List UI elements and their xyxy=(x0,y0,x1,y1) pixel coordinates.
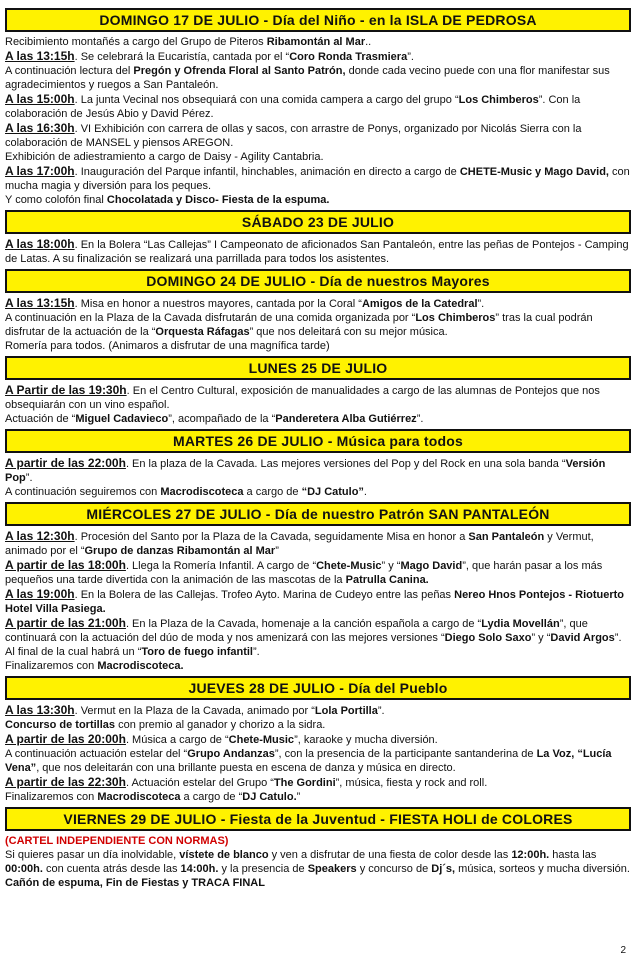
section-martes-26 xyxy=(5,429,631,499)
day-header: DOMINGO 17 DE JULIO - Día del Niño - en la ISLA DE PEDROSA xyxy=(5,8,631,32)
day-header: JUEVES 28 DE JULIO - Día del Pueblo xyxy=(5,676,631,700)
event-paragraph: A las 13:15h. Se celebrará la Eucaristía, cantada por el “Coro Ronda Trasmiera”. xyxy=(5,49,414,63)
event-time: A las 13:15h xyxy=(5,296,75,310)
day-header: SÁBADO 23 DE JULIO xyxy=(5,210,631,234)
day-header: MARTES 26 DE JULIO - Música para todos xyxy=(5,429,631,453)
event-time: A partir de las 22:30h xyxy=(5,775,126,789)
event-paragraph: A partir de las 18:00h. Llega la Romería Infantil. A cargo de “Chete-Music” y “Mago David”, que harán pasar a los más pequeños una tarde divertida con la animación de las mascotas de la Patrulla Canina. xyxy=(5,558,603,586)
event-paragraph: A continuación en la Plaza de la Cavada disfrutarán de una comida organizada por “Los Chimberos” tras la cual podrán disfrutar de la actuación de la “Orquesta Ráfagas” que nos deleitará con su mejor música. xyxy=(5,312,593,338)
section-lunes-25 xyxy=(5,356,631,426)
event-time: A partir de las 18:00h xyxy=(5,558,126,572)
event-paragraph: Concurso de tortillas con premio al ganador y chorizo a la sidra. xyxy=(5,719,326,731)
event-paragraph: A partir de las 22:00h. En la plaza de la Cavada. Las mejores versiones del Pop y del Rock en una sola banda “Versión Pop”. xyxy=(5,456,606,484)
event-time: A las 19:00h xyxy=(5,587,75,601)
event-time: A Partir de las 19:30h xyxy=(5,383,127,397)
event-paragraph: A las 15:00h. La junta Vecinal nos obsequiará con una comida campera a cargo del grupo “Los Chimberos”. Con la colaboración de Jesús Abio y David Pérez. xyxy=(5,92,581,120)
event-time: A partir de las 20:00h xyxy=(5,732,126,746)
event-time: A las 16:30h xyxy=(5,121,75,135)
event-paragraph: A las 18:00h. En la Bolera “Las Callejas” I Campeonato de aficionados San Pantaleón, entre las peñas de Pontejos - Camping de Latas. A su finalización se realizará una parrillada para todos los asistentes. xyxy=(5,237,629,265)
event-paragraph: A las 13:15h. Misa en honor a nuestros mayores, cantada por la Coral “Amigos de la Catedral”. xyxy=(5,296,485,310)
event-time: A las 17:00h xyxy=(5,164,75,178)
event-paragraph: Y como colofón final Chocolatada y Disco- Fiesta de la espuma. xyxy=(5,194,330,206)
day-header: DOMINGO 24 DE JULIO - Día de nuestros Mayores xyxy=(5,269,631,293)
event-time: A las 15:00h xyxy=(5,92,75,106)
event-paragraph: A las 16:30h. VI Exhibición con carrera de ollas y sacos, con arrastre de Ponys, organizado por Nicolás Sierra con la colaboración de MANSEL y piensos AREGON. xyxy=(5,121,582,149)
event-paragraph: A las 17:00h. Inauguración del Parque infantil, hinchables, animación en directo a cargo de CHETE-Music y Mago David, con mucha magia y diversión para los peques. xyxy=(5,164,630,192)
event-time: A partir de las 21:00h xyxy=(5,616,126,630)
day-header: MIÉRCOLES 27 DE JULIO - Día de nuestro Patrón SAN PANTALEÓN xyxy=(5,502,631,526)
section-domingo-17 xyxy=(5,8,631,207)
event-paragraph: Exhibición de adiestramiento a cargo de Daisy - Agility Cantabria. xyxy=(5,151,324,163)
event-paragraph: A continuación seguiremos con Macrodiscoteca a cargo de “DJ Catulo”. xyxy=(5,486,367,498)
event-paragraph: A Partir de las 19:30h. En el Centro Cultural, exposición de manualidades a cargo de las alumnas de Pontejos que nos obsequiarán con un vino español. xyxy=(5,383,600,411)
event-time: A las 13:15h xyxy=(5,49,75,63)
event-time: A partir de las 22:00h xyxy=(5,456,126,470)
event-paragraph: Actuación de “Miguel Cadavieco”, acompañado de la “Panderetera Alba Gutiérrez”. xyxy=(5,413,424,425)
event-paragraph: Finalizaremos con Macrodiscoteca a cargo de “DJ Catulo.” xyxy=(5,791,301,803)
event-paragraph: A continuación actuación estelar del “Grupo Andanzas”, con la presencia de la participante santanderina de La Voz, “Lucía Vena”, que nos deleitarán con una brillante puesta en escena de danza y música en directo. xyxy=(5,748,612,774)
event-paragraph: A las 13:30h. Vermut en la Plaza de la Cavada, animado por “Lola Portilla”. xyxy=(5,703,385,717)
day-header: VIERNES 29 DE JULIO - Fiesta de la Juventud - FIESTA HOLI de COLORES xyxy=(5,807,631,831)
section-viernes-29 xyxy=(5,807,631,890)
event-paragraph: A partir de las 20:00h. Música a cargo de “Chete-Music”, karaoke y mucha diversión. xyxy=(5,732,438,746)
event-paragraph: Finalizaremos con Macrodiscoteca. xyxy=(5,660,184,672)
event-paragraph: Cañón de espuma, Fin de Fiestas y TRACA FINAL xyxy=(5,877,265,889)
section-jueves-28 xyxy=(5,676,631,804)
event-paragraph: Al final de la cual habrá un “Toro de fuego infantil”. xyxy=(5,646,260,658)
section-domingo-24 xyxy=(5,269,631,353)
event-paragraph: A continuación lectura del Pregón y Ofrenda Floral al Santo Patrón, donde cada vecino puede con una flor manifestar sus agradecimientos y ruegos a San Pantaleón. xyxy=(5,65,610,91)
event-paragraph: A partir de las 22:30h. Actuación estelar del Grupo “The Gordini”, música, fiesta y rock and roll. xyxy=(5,775,488,789)
event-paragraph: Romería para todos. (Animaros a disfrutar de una magnífica tarde) xyxy=(5,340,330,352)
event-time: A las 12:30h xyxy=(5,529,75,543)
event-time: A las 18:00h xyxy=(5,237,75,251)
event-paragraph: Si quieres pasar un día inolvidable, vístete de blanco y ven a disfrutar de una fiesta de color desde las 12:00h. hasta las 00:00h. con cuenta atrás desde las 14:00h. y la presencia de Speakers y concurso de Dj´s, música, sorteos y mucha diversión. xyxy=(5,849,630,875)
section-sabado-23 xyxy=(5,210,631,266)
event-paragraph: A partir de las 21:00h. En la Plaza de la Cavada, homenaje a la canción española a cargo de “Lydia Movellán”, que continuará con la actuación del dúo de moda y nos amenizará con las mejores versiones “Diego Solo Saxo” y “David Argos”. xyxy=(5,616,622,644)
event-paragraph xyxy=(5,834,631,848)
event-time: A las 13:30h xyxy=(5,703,75,717)
page-number: 2 xyxy=(620,945,626,956)
event-paragraph: A las 12:30h. Procesión del Santo por la Plaza de la Cavada, seguidamente Misa en honor a San Pantaleón y Vermut, animado por el “Grupo de danzas Ribamontán al Mar” xyxy=(5,529,594,557)
notice-red: (CARTEL INDEPENDIENTE CON NORMAS) xyxy=(5,835,229,847)
event-paragraph: A las 19:00h. En la Bolera de las Callejas. Trofeo Ayto. Marina de Cudeyo entre las peñas Nereo Hnos Pontejos - Riotuerto Hotel Villa Pasiega. xyxy=(5,587,625,615)
section-miercoles-27 xyxy=(5,502,631,673)
day-header: LUNES 25 DE JULIO xyxy=(5,356,631,380)
event-paragraph: Recibimiento montañés a cargo del Grupo de Piteros Ribamontán al Mar.. xyxy=(5,36,372,48)
